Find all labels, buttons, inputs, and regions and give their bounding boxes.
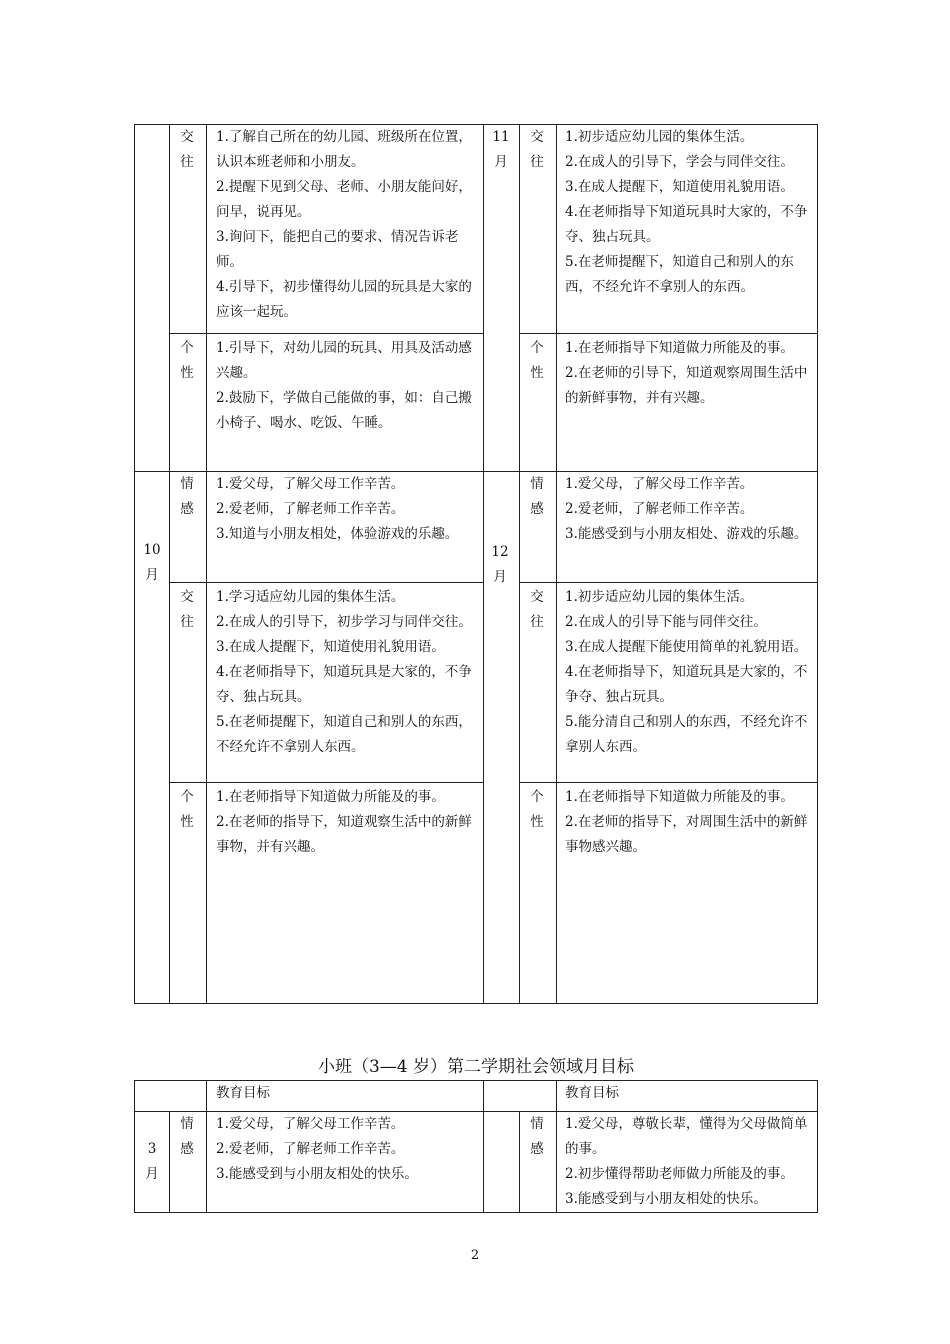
- goal-list: [216, 125, 478, 325]
- goal-item: 2.鼓励下，学做自己能做的事，如：自己搬小椅子、喝水、吃饭、午睡。: [216, 390, 472, 431]
- goal-item: 3.能感受到与小朋友相处的快乐。: [216, 1166, 418, 1182]
- goal-list: [565, 472, 813, 547]
- goal-item: 3.能感受到与小朋友相处的快乐。: [565, 1191, 767, 1207]
- goal-item: 2.在老师的指导下，对周围生活中的新鲜事物感兴趣。: [565, 814, 808, 855]
- table-border: [817, 124, 818, 1004]
- category-label: 交往: [530, 589, 544, 630]
- category-label: 个性: [180, 789, 194, 830]
- goal-item: 3.询问下，能把自己的要求、情况告诉老师。: [216, 229, 459, 270]
- category-label: 交往: [180, 129, 194, 170]
- goal-item: 2.初步懂得帮助老师做力所能及的事。: [565, 1166, 794, 1182]
- goal-item: 2.在成人的引导下能与同伴交往。: [565, 614, 767, 630]
- goal-item: 3.在成人提醒下能使用简单的礼貌用语。: [565, 639, 808, 655]
- goal-item: 1.初步适应幼儿园的集体生活。: [565, 129, 754, 145]
- column-line: [206, 124, 207, 1004]
- category-label: 个性: [180, 340, 194, 381]
- goal-list: [565, 336, 813, 411]
- header-education-goal: 教育目标: [565, 1085, 619, 1101]
- goal-item: 1.初步适应幼儿园的集体生活。: [565, 589, 754, 605]
- column-line: [519, 124, 520, 1004]
- column-line: [556, 1080, 557, 1213]
- category-label: 个性: [530, 340, 544, 381]
- table-border: [134, 1003, 818, 1004]
- column-line: [556, 124, 557, 1004]
- goal-list: [216, 472, 478, 547]
- goal-item: 4.在老师指导下，知道玩具是大家的，不争夺、独占玩具。: [216, 664, 472, 705]
- goal-item: 5.在老师提醒下，知道自己和别人的东西，不经允许不拿别人的东西。: [565, 254, 794, 295]
- column-line: [483, 124, 484, 1004]
- goal-list: [216, 1112, 478, 1187]
- goal-item: 2.在老师的指导下，知道观察生活中的新鲜事物，并有兴趣。: [216, 814, 472, 855]
- goal-item: 3.能感受到与小朋友相处、游戏的乐趣。: [565, 526, 808, 542]
- goal-item: 2.爱老师，了解老师工作辛苦。: [216, 501, 405, 517]
- goal-item: 4.在老师指导下，知道玩具是大家的，不争夺、独占玩具。: [565, 664, 808, 705]
- table-border: [134, 1212, 818, 1213]
- category-label: 交往: [530, 129, 544, 170]
- goal-item: 1.爱父母，了解父母工作辛苦。: [216, 476, 405, 492]
- goal-item: 2.在老师的引导下，知道观察周围生活中的新鲜事物，并有兴趣。: [565, 365, 808, 406]
- goal-item: 1.在老师指导下知道做力所能及的事。: [565, 789, 794, 805]
- column-line: [519, 1111, 520, 1213]
- goal-item: 4.在老师指导下知道玩具时大家的，不争夺、独占玩具。: [565, 204, 808, 245]
- goal-list: [216, 585, 478, 760]
- goal-item: 1.爱父母，尊敬长辈，懂得为父母做简单的事。: [565, 1116, 808, 1157]
- section-title: 小班（3—4 岁）第二学期社会领域月目标: [317, 1057, 635, 1077]
- goal-item: 5.能分清自己和别人的东西，不经允许不拿别人东西。: [565, 714, 808, 755]
- page-number: 2: [470, 1248, 480, 1263]
- goal-list: [565, 125, 813, 300]
- table-border: [134, 124, 135, 1004]
- row-line: [169, 582, 483, 583]
- goal-list: [565, 785, 813, 860]
- category-label: 情感: [180, 1116, 194, 1157]
- goal-item: 2.在成人的引导下，初步学习与同伴交往。: [216, 614, 472, 630]
- column-line: [206, 1080, 207, 1213]
- column-line: [483, 1080, 484, 1213]
- month-label: 12月: [491, 544, 509, 585]
- category-label: 个性: [530, 789, 544, 830]
- header-education-goal: 教育目标: [216, 1085, 270, 1101]
- goal-item: 1.在老师指导下知道做力所能及的事。: [565, 340, 794, 356]
- goal-list: [565, 585, 813, 760]
- goal-item: 2.在成人的引导下，学会与同伴交往。: [565, 154, 794, 170]
- goal-item: 1.在老师指导下知道做力所能及的事。: [216, 789, 445, 805]
- goal-item: 5.在老师提醒下，知道自己和别人的东西，不经允许不拿别人东西。: [216, 714, 472, 755]
- month-label: 11月: [492, 129, 510, 170]
- row-line: [519, 782, 818, 783]
- goal-item: 1.学习适应幼儿园的集体生活。: [216, 589, 405, 605]
- month-label: 3月: [145, 1141, 159, 1182]
- row-line: [169, 782, 483, 783]
- row-line: [519, 582, 818, 583]
- goal-list: [216, 336, 478, 436]
- category-label: 情感: [530, 1116, 544, 1157]
- goal-item: 1.了解自己所在的幼儿园、班级所在位置，认识本班老师和小朋友。: [216, 129, 472, 170]
- goal-item: 1.爱父母，了解父母工作辛苦。: [565, 476, 754, 492]
- column-line: [169, 1111, 170, 1213]
- column-line: [169, 124, 170, 1004]
- category-label: 交往: [180, 589, 194, 630]
- goal-item: 1.爱父母，了解父母工作辛苦。: [216, 1116, 405, 1132]
- category-label: 情感: [530, 476, 544, 517]
- row-line: [519, 333, 818, 334]
- goal-item: 3.在成人提醒下，知道使用礼貌用语。: [216, 639, 445, 655]
- category-label: 情感: [180, 476, 194, 517]
- goal-item: 2.爱老师，了解老师工作辛苦。: [216, 1141, 405, 1157]
- goal-list: [565, 1112, 813, 1212]
- goal-item: 3.在成人提醒下，知道使用礼貌用语。: [565, 179, 794, 195]
- row-line: [169, 333, 483, 334]
- month-label: 10月: [143, 542, 161, 583]
- table-border: [817, 1080, 818, 1213]
- goal-item: 1.引导下，对幼儿园的玩具、用具及活动感兴趣。: [216, 340, 472, 381]
- goal-item: 2.提醒下见到父母、老师、小朋友能问好，问早，说再见。: [216, 179, 472, 220]
- table-border: [134, 1080, 135, 1213]
- goal-item: 3.知道与小朋友相处，体验游戏的乐趣。: [216, 526, 459, 542]
- goal-item: 2.爱老师，了解老师工作辛苦。: [565, 501, 754, 517]
- goal-item: 4.引导下，初步懂得幼儿园的玩具是大家的应该一起玩。: [216, 279, 472, 320]
- goal-list: [216, 785, 478, 860]
